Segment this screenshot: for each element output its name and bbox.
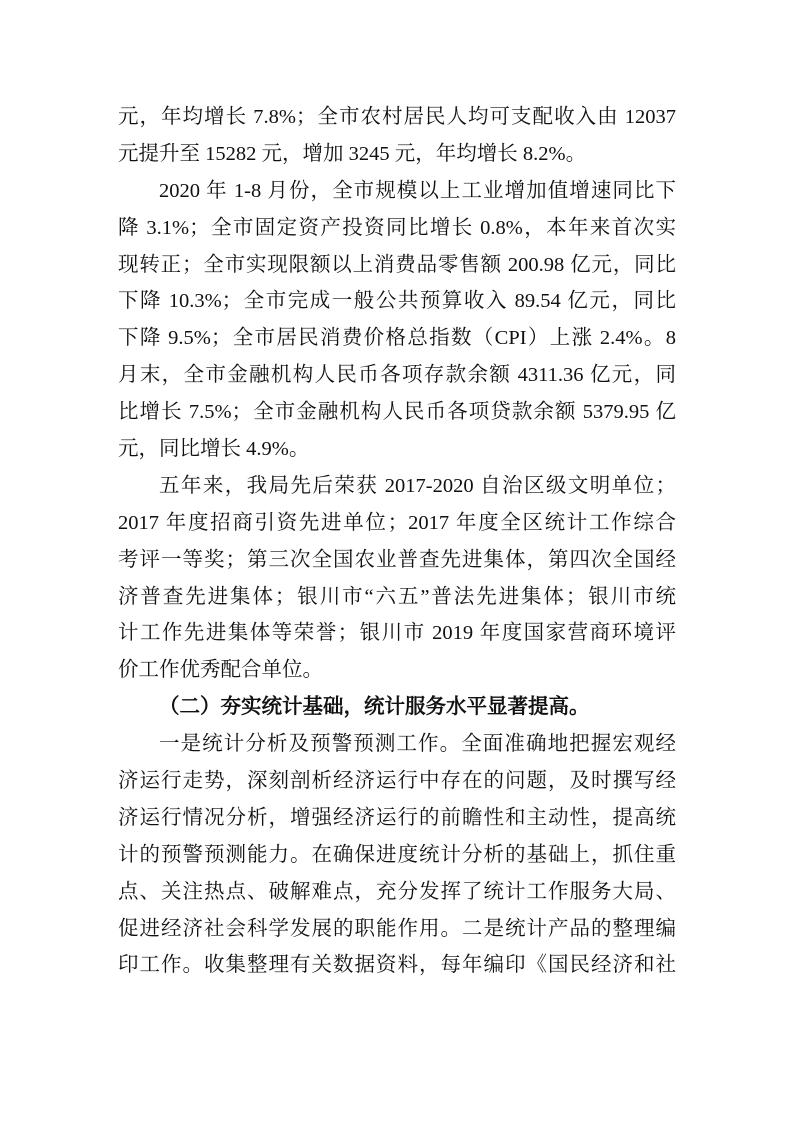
text-line: 济运行走势，深刻剖析经济运行中存在的问题，及时撰写经 bbox=[118, 770, 676, 793]
text-line: 五年来，我局先后荣获 2017-2020 自治区级文明单位； bbox=[159, 474, 676, 497]
paragraph-honors bbox=[118, 468, 676, 689]
text-line: 元提升至 15282 元，增加 3245 元，年均增长 8.2%。 bbox=[118, 142, 587, 165]
text-line: 月末，全市金融机构人民币各项存款余额 4311.36 亿元，同 bbox=[118, 364, 676, 387]
section-heading: （二）夯实统计基础，统计服务水平显著提高。 bbox=[159, 696, 590, 719]
text-line: 元，年均增长 7.8%；全市农村居民人均可支配收入由 12037 bbox=[118, 106, 676, 128]
text-line: 价工作优秀配合单位。 bbox=[118, 659, 323, 682]
text-line: 计的预警预测能力。在确保进度统计分析的基础上，抓住重 bbox=[118, 843, 676, 866]
document-page bbox=[118, 99, 676, 984]
text-line: 印工作。收集整理有关数据资料，每年编印《国民经济和社 bbox=[118, 954, 676, 977]
text-line: 促进经济社会科学发展的职能作用。二是统计产品的整理编 bbox=[118, 917, 676, 940]
text-line: 一是统计分析及预警预测工作。全面准确地把握宏观经 bbox=[159, 733, 676, 756]
text-line: 降 3.1%；全市固定资产投资同比增长 0.8%，本年来首次实 bbox=[118, 216, 676, 239]
paragraph-income bbox=[118, 99, 676, 173]
text-line: 比增长 7.5%；全市金融机构人民币各项贷款余额 5379.95 亿 bbox=[118, 401, 676, 424]
text-line: 济运行情况分析，增强经济运行的前瞻性和主动性，提高统 bbox=[118, 806, 676, 829]
text-line: 考评一等奖；第三次全国农业普查先进集体，第四次全国经 bbox=[118, 548, 676, 571]
paragraph-statistical-analysis bbox=[118, 726, 676, 984]
text-line: 济普查先进集体；银川市“六五”普法先进集体；银川市统 bbox=[118, 585, 676, 608]
text-line: 下降 9.5%；全市居民消费价格总指数（CPI）上涨 2.4%。8 bbox=[118, 327, 676, 350]
text-line: 现转正；全市实现限额以上消费品零售额 200.98 亿元，同比 bbox=[118, 253, 676, 276]
text-line: 下降 10.3%；全市完成一般公共预算收入 89.54 亿元，同比 bbox=[118, 290, 676, 313]
text-line: 2017 年度招商引资先进单位；2017 年度全区统计工作综合 bbox=[118, 511, 676, 534]
paragraph-2020-economy bbox=[118, 173, 676, 468]
text-line: 计工作先进集体等荣誉；银川市 2019 年度国家营商环境评 bbox=[118, 622, 676, 645]
text-line: 元，同比增长 4.9%。 bbox=[118, 438, 310, 461]
text-line: 2020 年 1-8 月份，全市规模以上工业增加值增速同比下 bbox=[159, 179, 676, 202]
text-line: 点、关注热点、破解难点，充分发挥了统计工作服务大局、 bbox=[118, 880, 676, 903]
